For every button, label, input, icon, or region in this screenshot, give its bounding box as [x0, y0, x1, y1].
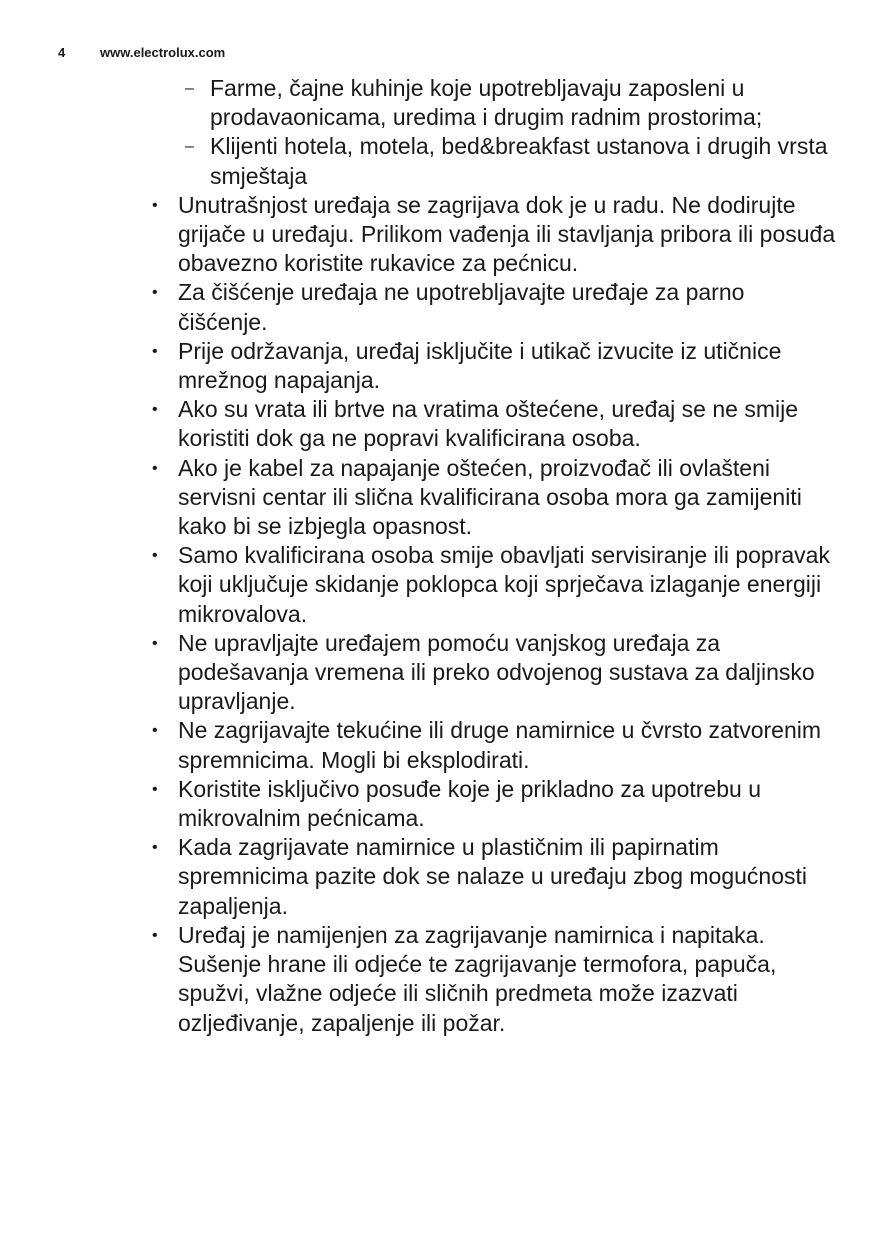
list-item	[150, 833, 840, 921]
list-item	[150, 775, 840, 833]
sub-item-text: Farme, čajne kuhinje koje upotrebljavaju zaposleni u prodavaonicama, uredima i drugim radnim prostorima;	[210, 75, 763, 131]
item-text: Prije održavanja, uređaj isključite i utikač izvucite iz utičnice mrežnog napajanja.	[178, 337, 782, 394]
item-text: Ne upravljajte uređajem pomoću vanjskog uređaja za podešavanja vremena ili preko odvojenog sustava za daljinsko upravljanje.	[178, 629, 815, 715]
page-number: 4	[58, 45, 66, 60]
list-item	[150, 278, 840, 336]
bullet-dot: •	[152, 780, 158, 798]
bullet-dot: •	[152, 284, 158, 302]
item-text: Za čišćenje uređaja ne upotrebljavajte uređaje za parno čišćenje.	[178, 279, 745, 335]
list-item	[150, 629, 840, 717]
list-item	[150, 191, 840, 279]
item-text: Samo kvalificirana osoba smije obavljati servisiranje ili popravak koji uključuje skidanje poklopca koji sprječava izlaganje energiji mikrovalova.	[178, 542, 830, 627]
bullet-dot: •	[152, 722, 158, 740]
item-text: Ako su vrata ili brtve na vratima oštećene, uređaj se ne smije koristiti dok ga ne popravi kvalificirana osoba.	[178, 396, 799, 452]
bullet-dot: •	[152, 401, 158, 419]
list-item	[150, 921, 840, 1038]
sub-list-item	[150, 132, 840, 190]
dash-bullet: –	[185, 80, 194, 97]
sub-item-text: Klijenti hotela, motela, bed&breakfast ustanova i drugih vrsta smještaja	[210, 133, 828, 189]
list-item	[150, 395, 840, 453]
list-item	[150, 541, 840, 629]
sub-list-item	[150, 74, 840, 132]
page-header	[58, 45, 225, 61]
item-text: Ako je kabel za napajanje oštećen, proizvođač ili ovlašteni servisni centar ili slična kvalificirana osoba mora ga zamijeniti kako bi se izbjegla opasnost.	[178, 454, 802, 540]
bullet-dot: •	[152, 926, 158, 944]
list-item	[150, 716, 840, 774]
bullet-dot: •	[152, 459, 158, 477]
item-text: Ne zagrijavajte tekućine ili druge namirnice u čvrsto zatvorenim spremnicima. Mogli bi eksplodirati.	[178, 717, 822, 773]
instruction-list	[150, 74, 840, 1038]
website-link[interactable]: www.electrolux.com	[100, 45, 226, 60]
item-text: Unutrašnjost uređaja se zagrijava dok je u radu. Ne dodirujte grijače u uređaju. Prilikom vađenja ili stavljanja pribora ili posuđa obavezno koristite rukavice za pećnicu.	[178, 191, 836, 277]
bullet-dot: •	[152, 342, 158, 360]
item-text: Koristite isključivo posuđe koje je prikladno za upotrebu u mikrovalnim pećnicama.	[178, 775, 761, 832]
item-text: Uređaj je namijenjen za zagrijavanje namirnica i napitaka. Sušenje hrane ili odjeće te zagrijavanje termofora, papuča, spužvi, vlažne odjeće ili sličnih predmeta može izazvati ozljeđivanje, zapaljenje ili požar.	[178, 921, 777, 1036]
safety-instructions	[150, 74, 840, 1038]
bullet-dot: •	[152, 839, 158, 857]
list-item	[150, 454, 840, 542]
list-item	[150, 337, 840, 395]
bullet-dot: •	[152, 634, 158, 652]
item-text: Kada zagrijavate namirnice u plastičnim ili papirnatim spremnicima pazite dok se nalaze u uređaju zbog mogućnosti zapaljenja.	[178, 834, 808, 919]
dash-bullet: –	[185, 138, 194, 156]
bullet-dot: •	[152, 196, 158, 214]
bullet-dot: •	[152, 547, 158, 565]
